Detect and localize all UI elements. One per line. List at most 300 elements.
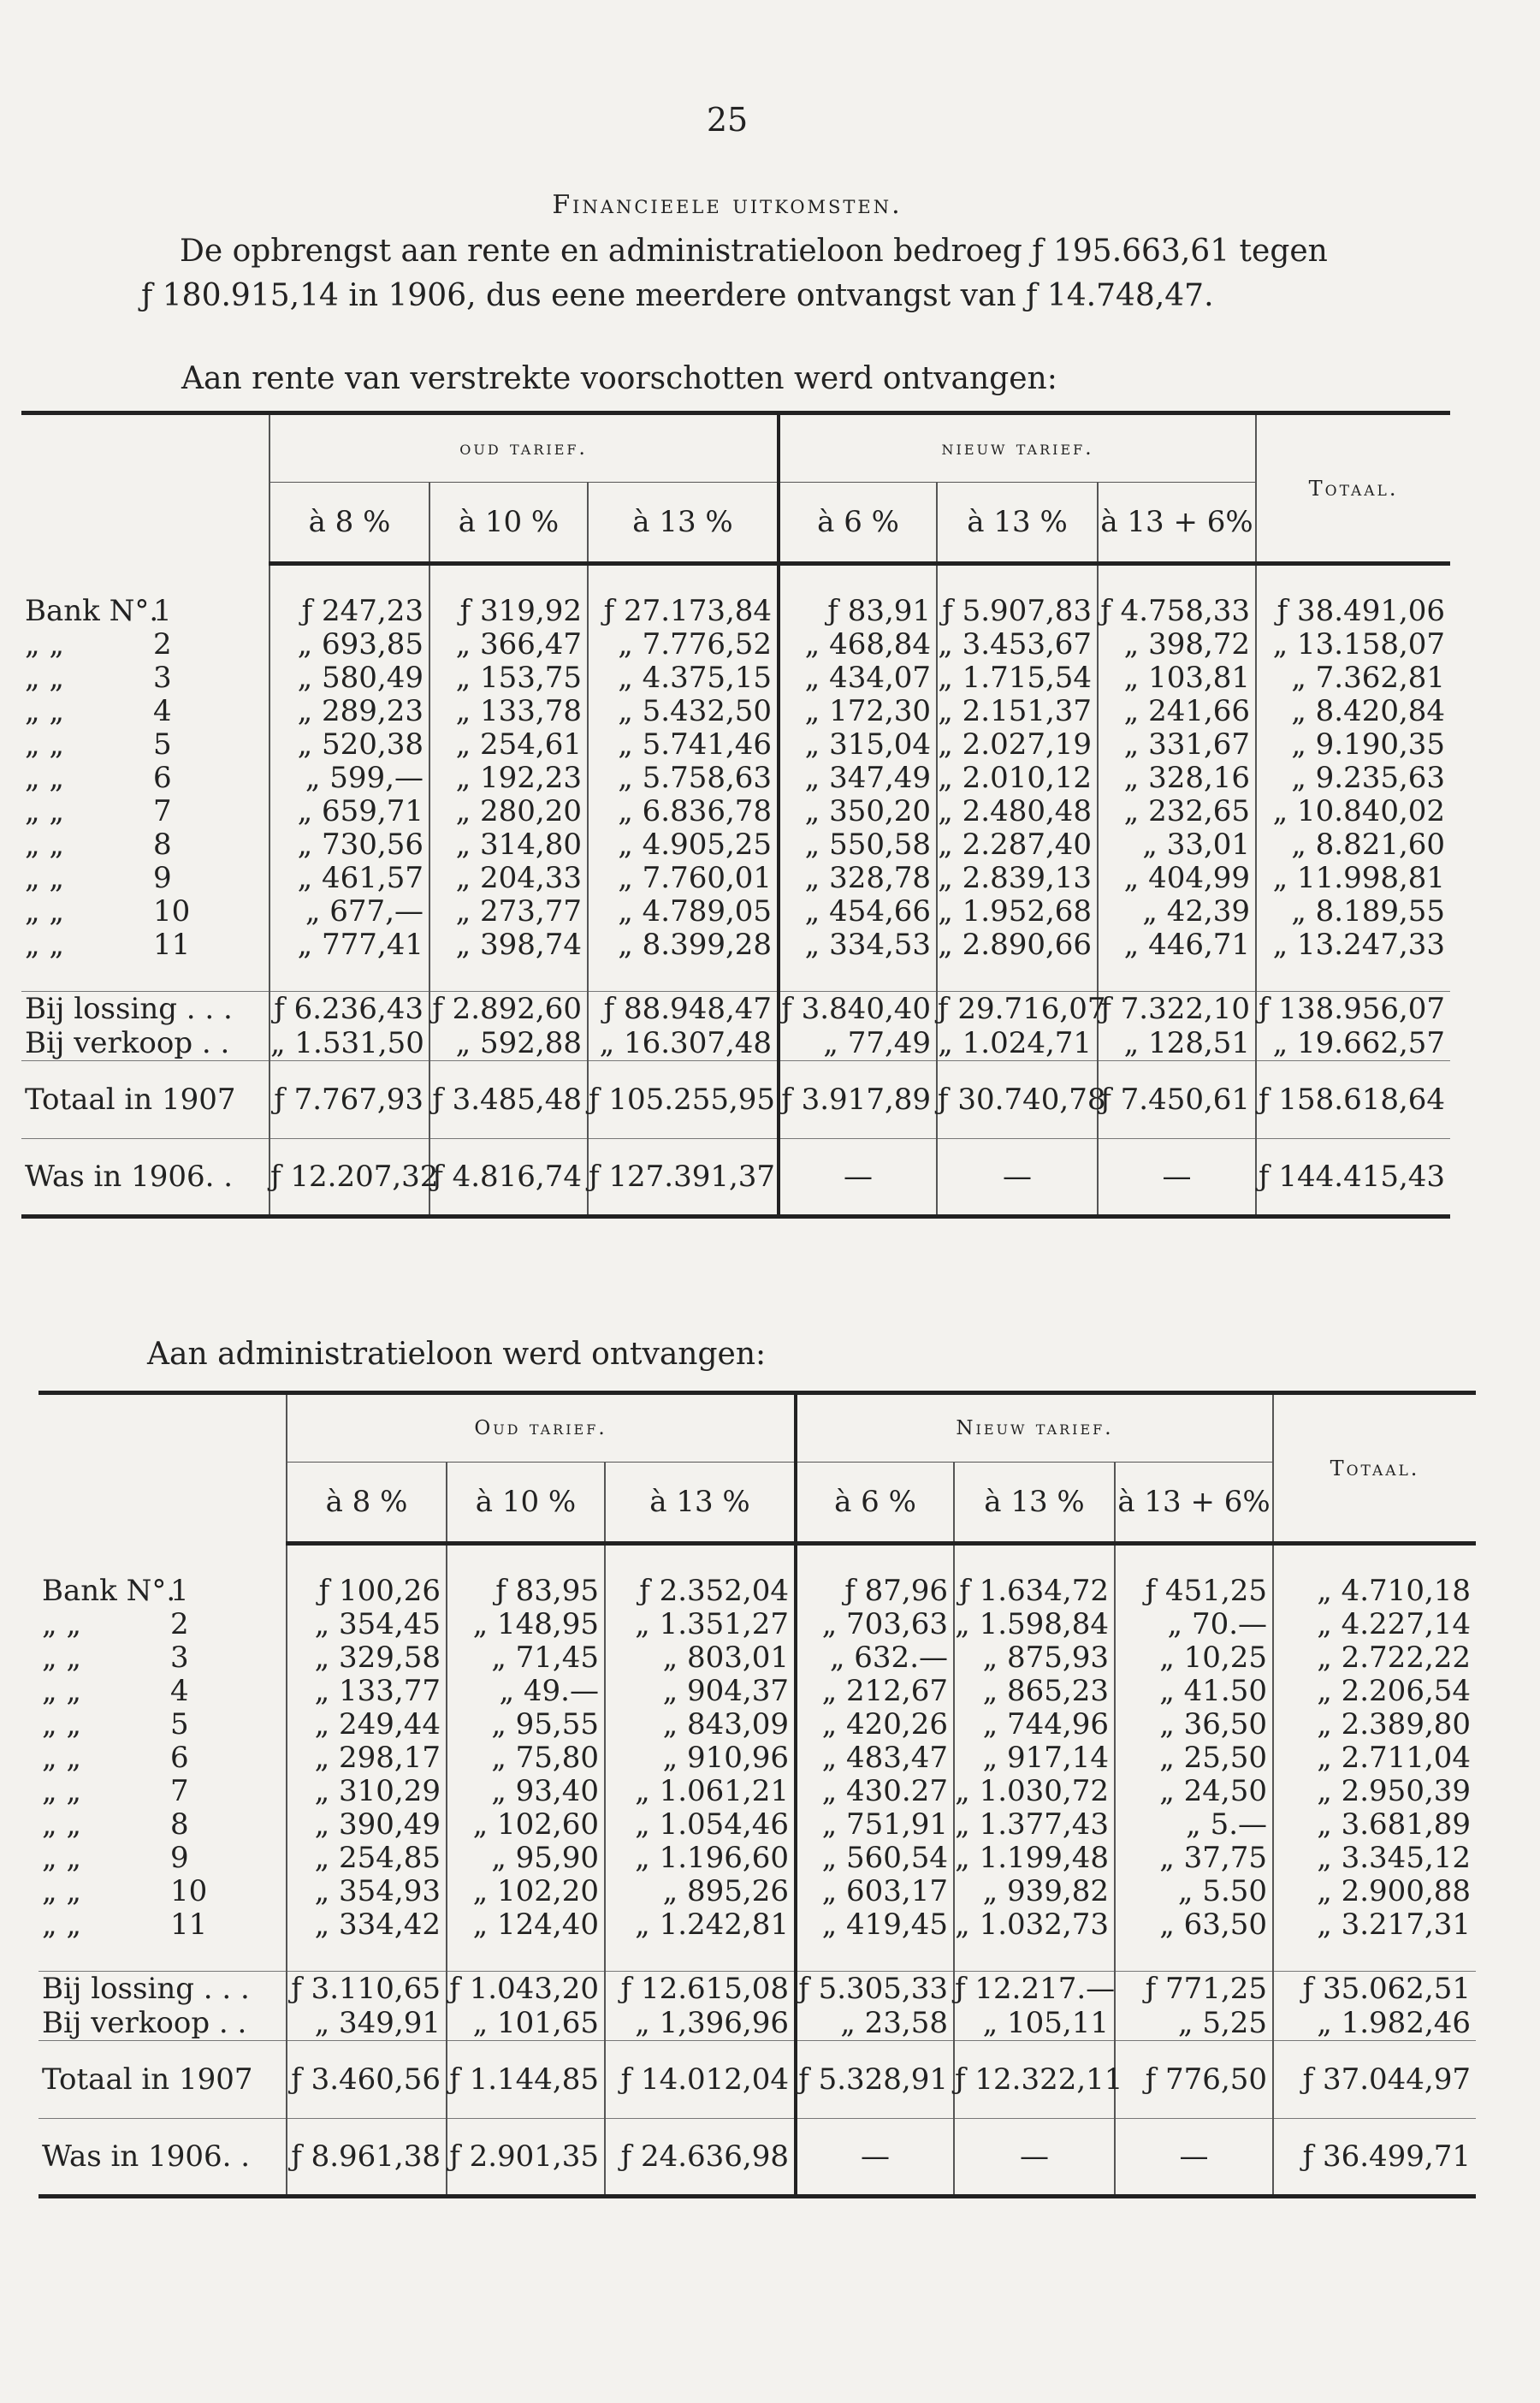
bank-prefix: „ „ — [25, 694, 65, 728]
bank-number: 2 — [153, 627, 172, 662]
table-cell: ƒ 88.948,47 — [588, 992, 779, 1027]
table-cell: „ 693,85 — [270, 628, 429, 662]
table-row — [38, 1675, 1476, 1708]
table-cell: ƒ 105.255,95 — [588, 1061, 779, 1139]
table-row — [21, 628, 1450, 662]
table-cell: ƒ 3.460,56 — [287, 2041, 447, 2119]
table-cell: „ 273,77 — [429, 895, 588, 929]
row-total: „ 2.722,22 — [1273, 1641, 1476, 1675]
row-total: „ 2.950,39 — [1273, 1775, 1476, 1808]
table-cell: „ 310,29 — [287, 1775, 447, 1808]
row-total: „ 3.681,89 — [1273, 1808, 1476, 1842]
table-cell: „ 77,49 — [779, 1026, 937, 1061]
table-cell: „ 23,58 — [796, 2006, 954, 2041]
table-cell: „ 2.890,66 — [937, 929, 1098, 962]
table-cell: „ 1.242,81 — [605, 1908, 796, 1942]
bank-number: 5 — [153, 727, 172, 762]
table-cell: „ 483,47 — [796, 1741, 954, 1775]
row-total: ƒ 36.499,71 — [1273, 2119, 1476, 2197]
rate-column-header: à 13 + 6% — [1098, 483, 1256, 564]
bank-prefix: Bank N°. — [25, 594, 159, 628]
bank-number: 8 — [170, 1807, 189, 1842]
table-cell: „ 1,396,96 — [605, 2006, 796, 2041]
bank-number: 9 — [153, 861, 172, 895]
table-row — [38, 1741, 1476, 1775]
table-cell: — — [937, 1139, 1098, 1217]
table-cell: „ 329,58 — [287, 1641, 447, 1675]
table-cell: „ 5.— — [1115, 1808, 1273, 1842]
bank-label — [38, 1908, 287, 1942]
row-total: „ 3.217,31 — [1273, 1908, 1476, 1942]
table-cell: „ 71,45 — [447, 1641, 605, 1675]
row-total: ƒ 37.044,97 — [1273, 2041, 1476, 2119]
bij-lossing-row — [38, 1972, 1476, 2007]
table-cell: ƒ 7.767,93 — [270, 1061, 429, 1139]
table-row — [21, 662, 1450, 695]
rate-column-header: à 8 % — [270, 483, 429, 564]
bank-label — [38, 1741, 287, 1775]
bank-prefix: „ „ — [25, 627, 65, 662]
bank-number: 4 — [170, 1674, 189, 1708]
table-cell: „ 70.— — [1115, 1608, 1273, 1641]
table-cell: „ 580,49 — [270, 662, 429, 695]
bank-label — [38, 1808, 287, 1842]
table-cell: „ 1.061,21 — [605, 1775, 796, 1808]
table-cell: „ 843,09 — [605, 1708, 796, 1741]
table-cell: ƒ 5.305,33 — [796, 1972, 954, 2007]
table-cell: „ 334,53 — [779, 929, 937, 962]
page-number: 25 — [706, 101, 749, 139]
row-total: „ 2.711,04 — [1273, 1741, 1476, 1775]
was-1906-row — [38, 2119, 1476, 2197]
bank-prefix: Bank N°. — [42, 1574, 176, 1608]
bank-label — [21, 862, 270, 895]
bank-label — [38, 1842, 287, 1875]
table-cell: „ 5,25 — [1115, 2006, 1273, 2041]
table-cell: — — [1098, 1139, 1256, 1217]
table-row — [38, 1908, 1476, 1942]
row-total: „ 4.710,18 — [1273, 1575, 1476, 1608]
table-row — [21, 862, 1450, 895]
row-label: Totaal in 1907 — [21, 1061, 270, 1139]
table-cell: ƒ 4.816,74 — [429, 1139, 588, 1217]
table-cell: „ 63,50 — [1115, 1908, 1273, 1942]
table-cell: ƒ 12.615,08 — [605, 1972, 796, 2007]
table-cell: „ 41.50 — [1115, 1675, 1273, 1708]
bank-label — [21, 929, 270, 962]
table-row — [21, 929, 1450, 962]
table-cell: „ 354,93 — [287, 1875, 447, 1908]
table-cell: „ 37,75 — [1115, 1842, 1273, 1875]
table-cell: „ 468,84 — [779, 628, 937, 662]
row-total: „ 9.235,63 — [1256, 762, 1450, 795]
row-total: „ 10.840,02 — [1256, 795, 1450, 828]
oud-tarief-header: Oud tarief. — [287, 1393, 796, 1463]
table-cell: ƒ 1.043,20 — [447, 1972, 605, 2007]
table-cell: „ 419,45 — [796, 1908, 954, 1942]
row-label: Was in 1906. . — [21, 1139, 270, 1217]
table-cell: ƒ 5.907,83 — [937, 595, 1098, 628]
table-row — [38, 1575, 1476, 1608]
table-cell: „ 1.715,54 — [937, 662, 1098, 695]
table-cell: „ 334,42 — [287, 1908, 447, 1942]
table-cell: „ 1.531,50 — [270, 1026, 429, 1061]
bank-number: 9 — [170, 1841, 189, 1875]
table-cell: „ 33,01 — [1098, 828, 1256, 862]
table-cell: ƒ 776,50 — [1115, 2041, 1273, 2119]
table-cell: „ 10,25 — [1115, 1641, 1273, 1675]
table-cell: „ 1.952,68 — [937, 895, 1098, 929]
table-cell: ƒ 2.352,04 — [605, 1575, 796, 1608]
table-cell: „ 1.032,73 — [954, 1908, 1115, 1942]
bank-label — [38, 1775, 287, 1808]
table-cell: ƒ 24.636,98 — [605, 2119, 796, 2197]
table-cell: „ 2.027,19 — [937, 728, 1098, 762]
table-cell: — — [796, 2119, 954, 2197]
table-cell: „ 172,30 — [779, 695, 937, 728]
table-row — [21, 762, 1450, 795]
table-cell: „ 124,40 — [447, 1908, 605, 1942]
table-cell: ƒ 27.173,84 — [588, 595, 779, 628]
summary-line-2: ƒ 180.915,14 in 1906, dus eene meerdere ontvangst van ƒ 14.748,47. — [141, 278, 1214, 313]
row-total: „ 9.190,35 — [1256, 728, 1450, 762]
bank-label — [38, 1875, 287, 1908]
table-cell: „ 25,50 — [1115, 1741, 1273, 1775]
table-row — [21, 828, 1450, 862]
bank-prefix: „ „ — [42, 1607, 82, 1641]
table-cell: „ 4.905,25 — [588, 828, 779, 862]
bank-prefix: „ „ — [42, 1707, 82, 1741]
table-cell: „ 24,50 — [1115, 1775, 1273, 1808]
table-cell: „ 103,81 — [1098, 662, 1256, 695]
table-cell: „ 5.50 — [1115, 1875, 1273, 1908]
table-cell: „ 446,71 — [1098, 929, 1256, 962]
nieuw-tarief-header: Nieuw tarief. — [796, 1393, 1273, 1463]
table-cell: „ 133,78 — [429, 695, 588, 728]
row-total: ƒ 158.618,64 — [1256, 1061, 1450, 1139]
table-cell: „ 289,23 — [270, 695, 429, 728]
row-label: Totaal in 1907 — [38, 2041, 287, 2119]
table-cell: „ 2.151,37 — [937, 695, 1098, 728]
table-cell: „ 5.432,50 — [588, 695, 779, 728]
table-cell: „ 461,57 — [270, 862, 429, 895]
table-cell: „ 875,93 — [954, 1641, 1115, 1675]
table-row — [38, 1775, 1476, 1808]
bank-number: 6 — [153, 761, 172, 795]
bank-number: 2 — [170, 1607, 189, 1641]
table-cell: „ 42,39 — [1098, 895, 1256, 929]
table-cell: „ 390,49 — [287, 1808, 447, 1842]
row-label: Bij lossing . . . — [38, 1972, 287, 2007]
rate-column-header: à 13 % — [605, 1463, 796, 1544]
bank-number: 10 — [153, 894, 191, 929]
table-cell: „ 730,56 — [270, 828, 429, 862]
bank-prefix: „ „ — [42, 1674, 82, 1708]
table-cell: „ 249,44 — [287, 1708, 447, 1741]
bank-label — [21, 728, 270, 762]
row-label: Bij lossing . . . — [21, 992, 270, 1027]
table-cell: „ 592,88 — [429, 1026, 588, 1061]
bij-verkoop-row — [38, 2006, 1476, 2041]
table-cell: „ 133,77 — [287, 1675, 447, 1708]
bank-prefix: „ „ — [42, 1741, 82, 1775]
table-cell: ƒ 6.236,43 — [270, 992, 429, 1027]
bank-prefix: „ „ — [42, 1874, 82, 1908]
stub-header — [21, 413, 270, 564]
table-row — [38, 1808, 1476, 1842]
table-cell: „ 349,91 — [287, 2006, 447, 2041]
rate-column-header: à 13 % — [954, 1463, 1115, 1544]
table-row — [21, 795, 1450, 828]
row-total: ƒ 35.062,51 — [1273, 1972, 1476, 2007]
table-cell: „ 16.307,48 — [588, 1026, 779, 1061]
table-cell: ƒ 83,91 — [779, 595, 937, 628]
table-cell: „ 315,04 — [779, 728, 937, 762]
table-cell: „ 298,17 — [287, 1741, 447, 1775]
table-cell: „ 93,40 — [447, 1775, 605, 1808]
table-cell: „ 101,65 — [447, 2006, 605, 2041]
table-cell: ƒ 3.485,48 — [429, 1061, 588, 1139]
table-cell: ƒ 247,23 — [270, 595, 429, 628]
table-cell: ƒ 29.716,07 — [938, 992, 1106, 1026]
bank-number: 1 — [170, 1574, 189, 1608]
table-cell: „ 3.453,67 — [937, 628, 1098, 662]
table-cell: „ 328,78 — [779, 862, 937, 895]
row-total: ƒ 38.491,06 — [1256, 595, 1450, 628]
table-cell: ƒ 2.892,60 — [429, 992, 588, 1027]
row-total: „ 11.998,81 — [1256, 862, 1450, 895]
bank-prefix: „ „ — [25, 894, 65, 929]
table-cell: „ 2.287,40 — [937, 828, 1098, 862]
rate-column-header: à 8 % — [287, 1463, 447, 1544]
table-cell: „ 153,75 — [429, 662, 588, 695]
table-cell: „ 434,07 — [779, 662, 937, 695]
table-cell: ƒ 5.328,91 — [796, 2041, 954, 2119]
table-cell: — — [954, 2119, 1115, 2197]
table-cell: „ 232,65 — [1098, 795, 1256, 828]
table-cell: „ 659,71 — [270, 795, 429, 828]
table-cell: „ 560,54 — [796, 1842, 954, 1875]
table-cell: ƒ 3.917,89 — [779, 1061, 937, 1139]
table-cell: „ 904,37 — [605, 1675, 796, 1708]
bank-prefix: „ „ — [25, 828, 65, 862]
table-row — [38, 1608, 1476, 1641]
bank-prefix: „ „ — [25, 727, 65, 762]
bank-label — [21, 762, 270, 795]
bank-number: 1 — [153, 594, 172, 628]
table-cell: „ 241,66 — [1098, 695, 1256, 728]
bank-number: 5 — [170, 1707, 189, 1741]
table-cell: „ 917,14 — [954, 1741, 1115, 1775]
rente-table — [21, 411, 1450, 1219]
table-cell: „ 204,33 — [429, 862, 588, 895]
table-cell: „ 280,20 — [429, 795, 588, 828]
table-cell: ƒ 7.322,10 — [1098, 992, 1256, 1027]
table-cell: „ 910,96 — [605, 1741, 796, 1775]
bank-number: 11 — [153, 928, 191, 962]
was-1906-row — [21, 1139, 1450, 1217]
row-label: Bij verkoop . . — [42, 2006, 247, 2040]
table-row — [38, 1641, 1476, 1675]
row-total: „ 13.247,33 — [1256, 929, 1450, 962]
bank-number: 4 — [153, 694, 172, 728]
stub-header — [38, 1393, 287, 1544]
table-cell: ƒ 30.740,78 — [937, 1061, 1098, 1139]
table-cell: „ 354,45 — [287, 1608, 447, 1641]
bank-number: 11 — [170, 1908, 208, 1942]
row-total: „ 1.982,46 — [1273, 2006, 1476, 2041]
table-row — [21, 695, 1450, 728]
table-cell: ƒ 14.012,04 — [605, 2041, 796, 2119]
bank-prefix: „ „ — [25, 861, 65, 895]
table-cell: ƒ 127.391,37 — [588, 1139, 779, 1217]
table-cell: „ 1.054,46 — [605, 1808, 796, 1842]
table-cell: — — [779, 1139, 937, 1217]
table-cell: „ 2.010,12 — [937, 762, 1098, 795]
table-cell: „ 36,50 — [1115, 1708, 1273, 1741]
bank-prefix: „ „ — [25, 661, 65, 695]
bank-number: 7 — [153, 794, 172, 828]
table-cell: „ 1.377,43 — [954, 1808, 1115, 1842]
table-cell: „ 1.199,48 — [954, 1842, 1115, 1875]
row-label: Was in 1906. . — [38, 2119, 287, 2197]
bank-prefix: „ „ — [42, 1774, 82, 1808]
totaal-header: Totaal. — [1256, 413, 1450, 564]
bank-prefix: „ „ — [42, 1641, 82, 1675]
table-cell: ƒ 8.961,38 — [287, 2119, 447, 2197]
table-cell: „ 7.776,52 — [588, 628, 779, 662]
table-cell: „ 254,85 — [287, 1842, 447, 1875]
bank-number: 8 — [153, 828, 172, 862]
row-total: „ 7.362,81 — [1256, 662, 1450, 695]
bank-number: 10 — [170, 1874, 208, 1908]
totaal-1907-row — [38, 2041, 1476, 2119]
bij-verkoop-row — [21, 1026, 1450, 1061]
table-cell: „ 102,60 — [447, 1808, 605, 1842]
table-cell: „ 366,47 — [429, 628, 588, 662]
row-total: „ 8.821,60 — [1256, 828, 1450, 862]
rate-column-header: à 6 % — [779, 483, 937, 564]
table-cell: „ 2.480,48 — [937, 795, 1098, 828]
table-cell: „ 751,91 — [796, 1808, 954, 1842]
administratieloon-table — [38, 1391, 1476, 2198]
table-cell: „ 95,55 — [447, 1708, 605, 1741]
totaal-header: Totaal. — [1273, 1393, 1476, 1544]
totaal-1907-row — [21, 1061, 1450, 1139]
table-cell: ƒ 100,26 — [287, 1575, 447, 1608]
table-cell: „ 331,67 — [1098, 728, 1256, 762]
row-total: „ 19.662,57 — [1256, 1026, 1450, 1061]
row-total: ƒ 138.956,07 — [1256, 992, 1450, 1027]
table-cell: „ 102,20 — [447, 1875, 605, 1908]
table-cell: „ 603,17 — [796, 1875, 954, 1908]
nieuw-tarief-header: nieuw tarief. — [779, 413, 1256, 483]
table-cell: „ 328,16 — [1098, 762, 1256, 795]
table-row — [21, 728, 1450, 762]
table-cell: „ 105,11 — [954, 2006, 1115, 2041]
bank-number: 6 — [170, 1741, 189, 1775]
table-cell: „ 777,41 — [270, 929, 429, 962]
row-total: „ 2.389,80 — [1273, 1708, 1476, 1741]
table-cell: „ 2.839,13 — [937, 862, 1098, 895]
row-total: „ 3.345,12 — [1273, 1842, 1476, 1875]
bank-prefix: „ „ — [25, 928, 65, 962]
bank-label — [21, 662, 270, 695]
table-cell: „ 4.375,15 — [588, 662, 779, 695]
row-total: „ 4.227,14 — [1273, 1608, 1476, 1641]
table-cell: „ 599,— — [270, 762, 429, 795]
table-cell: „ 703,63 — [796, 1608, 954, 1641]
table-cell: „ 430.27 — [796, 1775, 954, 1808]
section-heading: Financieele uitkomsten. — [552, 190, 903, 220]
table-row — [21, 595, 1450, 628]
table-cell: ƒ 12.322,11 — [954, 2041, 1115, 2119]
rate-column-header: à 6 % — [796, 1463, 954, 1544]
oud-tarief-header: oud tarief. — [270, 413, 779, 483]
table-cell: „ 7.760,01 — [588, 862, 779, 895]
bank-label — [38, 1575, 287, 1608]
table-cell: „ 398,72 — [1098, 628, 1256, 662]
table-cell: ƒ 319,92 — [429, 595, 588, 628]
table-cell: „ 1.024,71 — [937, 1026, 1098, 1061]
admin-intro: Aan administratieloon werd ontvangen: — [147, 1337, 767, 1372]
table-cell: „ 398,74 — [429, 929, 588, 962]
table-cell: „ 6.836,78 — [588, 795, 779, 828]
table-cell: „ 254,61 — [429, 728, 588, 762]
rate-column-header: à 10 % — [429, 483, 588, 564]
table-row — [21, 895, 1450, 929]
table-cell: ƒ 451,25 — [1115, 1575, 1273, 1608]
table-cell: ƒ 12.207,32 — [270, 1139, 429, 1217]
table-cell: ƒ 1.634,72 — [954, 1575, 1115, 1608]
bank-label — [21, 595, 270, 628]
bank-prefix: „ „ — [42, 1908, 82, 1942]
bank-label — [21, 895, 270, 929]
table-cell: „ 454,66 — [779, 895, 937, 929]
summary-paragraph — [141, 229, 1356, 318]
table-cell: „ 350,20 — [779, 795, 937, 828]
table-cell: „ 404,99 — [1098, 862, 1256, 895]
table-cell: „ 632.— — [796, 1641, 954, 1675]
bank-label — [38, 1708, 287, 1741]
table-cell: „ 148,95 — [447, 1608, 605, 1641]
table-cell: „ 1.030,72 — [954, 1775, 1115, 1808]
table-cell: „ 865,23 — [954, 1675, 1115, 1708]
table-cell: „ 895,26 — [605, 1875, 796, 1908]
table-cell: „ 550,58 — [779, 828, 937, 862]
bank-label — [38, 1608, 287, 1641]
bij-lossing-row — [21, 992, 1450, 1027]
bank-number: 3 — [153, 661, 172, 695]
table-cell: ƒ 1.144,85 — [447, 2041, 605, 2119]
table-row — [38, 1875, 1476, 1908]
bank-prefix: „ „ — [42, 1807, 82, 1842]
table-cell: „ 192,23 — [429, 762, 588, 795]
table-cell: „ 744,96 — [954, 1708, 1115, 1741]
row-total: „ 8.189,55 — [1256, 895, 1450, 929]
rate-column-header: à 13 % — [588, 483, 779, 564]
table-cell: ƒ 4.758,33 — [1098, 595, 1256, 628]
bank-label — [21, 628, 270, 662]
row-total: „ 8.420,84 — [1256, 695, 1450, 728]
table-cell: „ 95,90 — [447, 1842, 605, 1875]
table-cell: „ 212,67 — [796, 1675, 954, 1708]
row-total: „ 2.206,54 — [1273, 1675, 1476, 1708]
bank-number: 7 — [170, 1774, 189, 1808]
bank-prefix: „ „ — [25, 794, 65, 828]
table-cell: „ 4.789,05 — [588, 895, 779, 929]
summary-line-1: De opbrengst aan rente en administratieloon bedroeg ƒ 195.663,61 tegen — [180, 234, 1328, 269]
